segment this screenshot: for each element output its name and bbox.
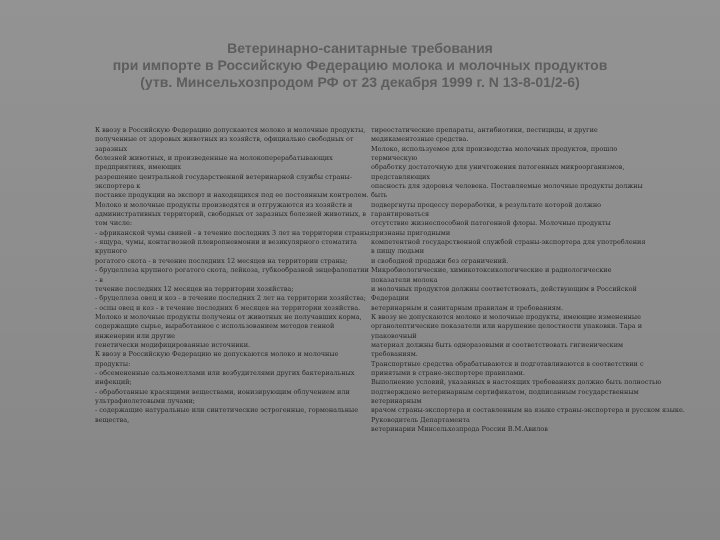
right-text-column — [371, 126, 685, 434]
text-line: поставке продукции на экспорт и находящихся под ее постоянным контролем. — [95, 191, 369, 200]
text-line: разрешение центральной государственной ветеринарной службы страны- — [95, 172, 353, 181]
text-line: Транспортные средства обрабатываются и подготавливаются в соответствии с — [371, 359, 644, 368]
text-line: болезней животных, и произведенные на молокоперерабатывающих — [95, 154, 333, 163]
text-line: тиреостатические препараты, антибиотики, пестициды, и другие — [371, 126, 598, 134]
text-line: в пищу людьми — [371, 247, 425, 256]
text-line: быть — [371, 191, 388, 200]
text-line: представляющих — [371, 172, 431, 181]
text-line: инфекций; — [95, 378, 132, 387]
text-line: ветеринарным и санитарным правилам и требованиям. — [371, 303, 564, 312]
text-line: - оспы овец и коз - в течение последних 6 месяцев на территории хозяйства. — [95, 303, 361, 312]
text-line: упаковочный — [371, 331, 417, 340]
text-line: течение последних 12 месяцев на территории хозяйства; — [95, 284, 294, 293]
text-line: термическую — [371, 154, 418, 163]
text-line: административных территорий, свободных от заразных болезней животных, в — [95, 210, 367, 219]
text-line: вещества, — [95, 415, 130, 424]
text-line: инженерии или другие — [95, 331, 175, 340]
text-line: - обработанные красящими веществами, ионизирующим облучением или — [95, 387, 350, 396]
text-line: К ввозу в Российскую Федерацию не допускаются молоко и молочные — [95, 350, 339, 359]
text-line: - бруцеллеза крупного рогатого скота, лейкоза, губкообразной энцефалопатии — [95, 266, 369, 275]
text-line: том числе: — [95, 219, 133, 228]
text-line: - обсемененные сальмонеллами или возбудителями других бактериальных — [95, 368, 355, 377]
text-line: - африканской чумы свиней - в течение последних 3 лет на территории страны; — [95, 228, 372, 237]
text-line: содержащие сырье, выработанное с использованием методов генной — [95, 322, 335, 331]
text-line: подвергнуты процессу переработки, в результате которой должно — [371, 200, 602, 209]
text-line: органолептические показатели или нарушение целостности упаковки. Тара и — [371, 322, 643, 331]
text-line: К ввозу не допускаются молоко и молочные продукты, имеющие измененные — [371, 312, 641, 321]
document-title — [40, 40, 680, 91]
text-line: и свободной продажи без ограничений. — [371, 256, 509, 265]
title-line-2: при импорте в Российскую Федерацию молока и молочных продуктов — [112, 57, 608, 73]
text-line: Микробиологические, химикотоксикологические и радиологические — [371, 266, 612, 275]
text-line: продукты: — [95, 359, 131, 368]
text-line: - ящура, чумы, контагиозной плевропневмонии и везикулярного стоматита — [95, 238, 357, 247]
text-line: показатели молока — [371, 275, 438, 284]
text-line: крупного — [95, 247, 127, 256]
text-line: Федерации — [371, 294, 409, 303]
text-line: признаны пригодными — [371, 228, 451, 237]
title-line-3: (утв. Минсельхозпродом РФ от 23 декабря 1999 г. N 13-8-01/2-6) — [140, 74, 580, 90]
text-line: материал должны быть одноразовыми и соответствовать гигиеническим — [371, 340, 624, 349]
text-line: гарантироваться — [371, 210, 430, 219]
text-line: заразных — [95, 144, 128, 153]
text-line: компетентной государственной службой страны-экспортера для употребления — [371, 238, 646, 247]
text-line: ветеринарным — [371, 396, 422, 405]
text-line: врачом страны-экспортера и составленным на языке страны-экспортера и русском языке. — [371, 406, 685, 415]
text-line: Руководитель Департамента — [371, 415, 470, 424]
text-line: опасность для здоровья человека. Поставляемые молочные продукты должны — [371, 182, 643, 191]
text-line: отсутствие жизнеспособной патогенной флоры. Молочные продукты — [371, 219, 611, 228]
text-line: принятыми в стране-экспортере правилами. — [371, 368, 525, 377]
text-line: подтверждено ветеринарным сертификатом, подписанным государственным — [371, 387, 639, 396]
text-line: Молоко, используемое для производства молочных продуктов, прошло — [371, 144, 618, 153]
text-line: Выполнение условий, указанных в настоящих требованиях должно быть полностью — [371, 378, 662, 387]
text-line: - бруцеллеза овец и коз - в течение последних 2 лет на территории хозяйства; — [95, 294, 366, 303]
text-line: - в — [95, 275, 103, 284]
text-line: ультрафиолетовыми лучами; — [95, 396, 195, 405]
text-line: требованиям. — [371, 350, 418, 359]
title-line-1: Ветеринарно-санитарные требования — [227, 40, 493, 56]
text-line: рогатого скота - в течение последних 12 месяцев на территории страны; — [95, 256, 348, 265]
text-line: экспортера к — [95, 182, 141, 191]
text-line: ветеринарии Минсельхозпрода России В.М.Авилов — [371, 425, 548, 433]
left-text-column — [95, 126, 372, 425]
text-line: генетически модифицированные источники. — [95, 340, 251, 349]
text-line: и молочных продуктов должны соответствовать, действующим в Российской — [371, 284, 637, 293]
text-line: К ввозу в Российскую Федерацию допускаются молоко и молочные продукты, — [95, 126, 366, 134]
text-line: полученные от здоровых животных из хозяйств, официально свободных от — [95, 135, 354, 144]
text-line: Молоко и молочные продукты производятся и отгружаются из хозяйств и — [95, 200, 353, 209]
text-line: предприятиях, имеющих — [95, 163, 182, 172]
text-line: медикаментозные средства. — [371, 135, 469, 144]
text-line: - содержащие натуральные или синтетические эстрогенные, гормональные — [95, 406, 359, 415]
text-line: обработку достаточную для уничтожения патогенных микроорганизмов, — [371, 163, 625, 172]
text-line: Молоко и молочные продукты получены от животных не получавших корма, — [95, 312, 362, 321]
